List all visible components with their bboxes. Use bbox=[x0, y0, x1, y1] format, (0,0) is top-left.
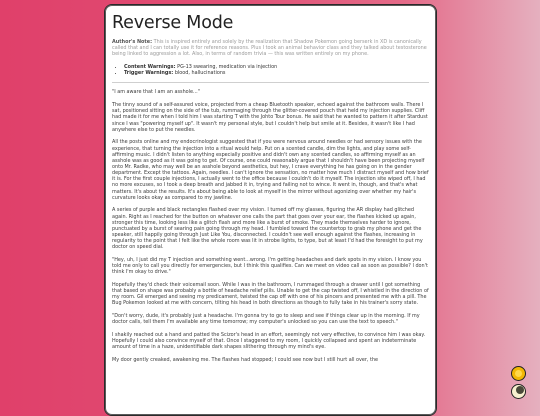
page-title: Reverse Mode bbox=[112, 13, 234, 33]
story-paragraph: A series of purple and black rectangles flashed over my vision. I turned off my glasses, figuring the AR display had glitched again. Right as I reached for the button on whatever one calls the part that goes over your ear, the flashes kicked up again, stronger this time, looking less like a glitch flash and more like a burst of smoke. They made themselves harder to ignore, punctuated by a burst of searing pain going through my head. I fumbled toward the countertop to grab my phone and get the speaker, still happily going through Just Like You, disconnected. I couldn't see well enough against the flashes, increasing in regularity to the point that I felt like the whole room was lit in strobe lights, to type, but at least I'd had the foresight to put my doctor on speed dial. bbox=[112, 207, 423, 251]
story-paragraph: All the posts online and my endocrinologist suggested that if you were nervous around needles or had sensory issues with the experience, that turning the injection into a ritual would help. Put on a scented candle, dim the lights, and play some self-affirming music. I didn't listen to anything especially positive and didn't own any scented candles, so affirming myself as an asshole was as good as it was going to get. Of course, one could reasonably argue that I shouldn't have been projecting myself onto Mr. Radke, who may well be an asshole beyond aesthetics, but hey, I crave everything he has going on in the gender department. Except the tattoos. Again, needles. I can't ignore the sensation, no matter how much I distract myself and how brief it is. For the first couple injections, I actually went to the office because I couldn't do it myself. The injection site wiped off, I had no more excuses, so I took a deep breath and jabbed it in, trying and failing not to wince. It went in, though, and that's what matters. It's about the results. It's about being able to look at myself in the mirror without agonizing over whether my hair's curvature looks okay as compared to my jawline. bbox=[112, 139, 429, 201]
story-body bbox=[112, 89, 429, 363]
story-paragraph: "Don't worry, dude, it's probably just a headache. I'm gonna try to go to sleep and see if things clear up in the morning. If my doctor calls, tell them I'm available any time tomorrow; my computer's unlocked so you can use the text to speech." bbox=[112, 313, 420, 326]
divider bbox=[112, 82, 429, 83]
story-paragraph: "I am aware that I am an asshole..." bbox=[112, 89, 200, 96]
story-paragraph: The tinny sound of a self-assured voice, projected from a cheap Bluetooth speaker, echoed against the bathroom walls. There I sat, positioned sitting on the side of the tub, rummaging through the glitter-covered pouch that held my injection supplies. Cliff had made it for me when I told him I was starting T with the Johto Tour bonus. He said that he wanted to pattern it after Stardust since I was "powering myself up". It wasn't my personal style, but I couldn't help but smile at it. Besides, it wasn't like I had anywhere else to put the needles. bbox=[112, 102, 428, 133]
author-note bbox=[112, 39, 429, 58]
warnings-list bbox=[112, 64, 429, 77]
story-paragraph: I shakily reached out a hand and patted the Scizor's head in an effort, seemingly not very effective, to convince him I was okay. Hopefully I could also convince myself of that. Once I staggered to my room, I quickly collapsed and spent an indeterminate amount of time in a haze, unidentifiable dark shapes slithering through my mind's eye. bbox=[112, 331, 426, 351]
trigger-warning-label: Trigger Warnings: bbox=[124, 70, 174, 77]
content-warning-text: PG-13 swearing, medication via injection bbox=[177, 63, 278, 70]
trigger-warning-text: blood, hallucinations bbox=[174, 70, 226, 77]
story-content bbox=[105, 5, 436, 363]
sun-icon[interactable] bbox=[511, 366, 526, 381]
story-paragraph: My door gently creaked, awakening me. The flashes had stopped; I could see now but I still hurt all over, the bbox=[112, 356, 379, 363]
list-item bbox=[124, 70, 429, 76]
content-warning-label: Content Warnings: bbox=[124, 63, 176, 70]
story-paragraph: "Hey, uh, I just did my T injection and something went...wrong. I'm getting headaches and dark spots in my vision. I know you told me only to call you directly for emergencies, but I think this qualifies. Can we meet on video call as soon as possible? I don't think I'm okay to drive." bbox=[112, 257, 428, 276]
story-paragraph: Hopefully they'd check their voicemail soon. While I was in the bathroom, I rummaged through a drawer until I got something that based on shape was probably a bottle of headache relief pills. Unable to get the cap twisted off, I whistled in the direction of my room. Gil emerged and seeing my predicament, twisted the cap off with one of his pincers and presented me with a pill. The Bug Pokemon looked at me with concern, tilting his head in both directions as though to fully take in his trainer's sorry state. bbox=[112, 281, 429, 307]
moon-icon[interactable] bbox=[511, 384, 526, 399]
author-note-text: This is inspired entirely and solely by the realization that Shadow Pokemon going berserk in XD is canonically called that and I can totally use it for reference reasons. Plus I took an animal behavior class and they talked about testosterone being linked to aggression a lot. Also, in terms of random trivia — this was written entirely on my phone. bbox=[112, 39, 427, 58]
story-page bbox=[104, 4, 437, 416]
author-note-label: Author's Note: bbox=[112, 39, 153, 45]
